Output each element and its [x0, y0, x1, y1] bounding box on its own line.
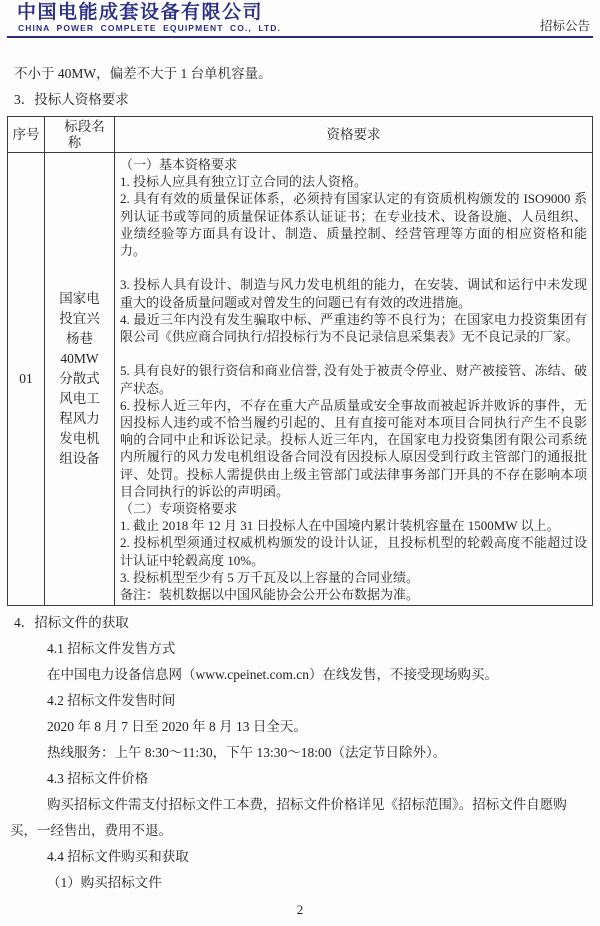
company-logo: [7, 3, 281, 34]
header-divider: [7, 36, 593, 38]
column-header-section: [45, 117, 115, 153]
section4-2-heading: 4.2 招标文件发售时间: [47, 693, 176, 709]
doc-type-label: 招标公告: [539, 19, 590, 33]
company-name-cn: 中国电能成套设备有限公司: [17, 2, 264, 23]
section4-2-text-hotline: 热线服务：上午 8:30～11:30，下午 13:30～18:00（法定节日除外）。: [47, 745, 447, 761]
section3-heading: 3．投标人资格要求: [14, 92, 129, 107]
section4-4-heading: 4.4 招标文件购买和获取: [47, 849, 189, 865]
section4-3-text: 购买招标文件需支付招标文件工本费，招标文件价格详见《招标范围》。招标文件自愿购买，一经售出，费用不退。: [10, 797, 567, 839]
section4-1-heading: 4.1 招标文件发售方式: [47, 641, 176, 657]
document-header: [0, 0, 600, 38]
table-row: [8, 153, 593, 606]
cell-requirements: （一）基本资格要求 1. 投标人应具有独立订立合同的法人资格。 2. 具有有效的质量保证体系，必须持有国家认定的有资质机构颁发的 ISO9000 系列认证书或等同的质量保证体系认证证书；在专业技术、设备设施、人员组织、业绩经验等方面具有设计、制造、质量控制、经营管理等方面的相应资格和能力。 3. 投标人具有设计、制造与风力发电机组的能力，在安装、调试和运行中未发现重大的设备质量问题或对曾发生的问题已有有效的改进措施。 4. 最近三年内没有发生骗取中标、严重违约等不良行为；在国家电力投资集团有限公司《供应商合同执行/招投标行为不良记录信息采集表》无不良记录的厂家。 5. 具有良好的银行资信和商业信誉, 没有处于被责令停业、财产被接管、冻结、破产状态。 6. 投标人近三年内，不存在重大产品质量或安全事故而被起诉并败诉的事件，无因投标人违约或不恰当履约引起的、且有直接可能对本项目合同执行产生不良影响的合同中止和诉讼记录。投标人近三年内，在国家电力投资集团有限公司系统内所履行的风力发电机组设备合同没有因投标人原因受到行政主管部门的通报批评、处罚。投标人需提供由上级主管部门或法律事务部门开具的不存在影响本项目合同执行的诉讼的声明函。 （二）专项资格要求 1. 截止 2018 年 12 月 31 日投标人在中国境内累计装机容量在 1500MW 以上。 2. 投标机型须通过权威机构颁发的设计认证，且投标机型的轮毂高度不能超过设计认证中轮毂高度 10%。 3. 投标机型至少有 5 万千瓦及以上容量的合同业绩。 备注：装机数据以中国风能协会公开公布数据为准。: [115, 153, 593, 606]
cell-lot-number: 01: [8, 153, 45, 606]
section4-heading: 4．招标文件的获取: [14, 615, 129, 631]
section4-3-heading: 4.3 招标文件价格: [47, 771, 149, 787]
column-header-no: 序号: [8, 117, 45, 153]
table-header-row: [8, 117, 593, 153]
cell-section-name: 国家电投宜兴杨巷40MW 分散式风电工程风力发电机组设备: [45, 153, 115, 606]
document-body: [0, 65, 600, 896]
header-row: [7, 3, 593, 34]
column-header-section-label: 标段名称: [64, 118, 105, 150]
section4-4-text: （1）购买招标文件: [47, 875, 162, 891]
column-header-requirements: 资格要求: [115, 117, 593, 153]
page-number: 2: [296, 902, 304, 917]
qualification-table: [7, 116, 593, 606]
section4-2-text-dates: 2020 年 8 月 7 日至 2020 年 8 月 13 日全天。: [47, 719, 307, 735]
company-name-en: CHINA POWER COMPLETE EQUIPMENT CO., LTD.: [18, 23, 281, 33]
carryover-paragraph: 不小于 40MW，偏差不大于 1 台单机容量。: [14, 66, 272, 81]
section4-1-text: 在中国电力设备信息网（www.cpeinet.com.cn）在线发售，不接受现场购买。: [47, 667, 498, 683]
